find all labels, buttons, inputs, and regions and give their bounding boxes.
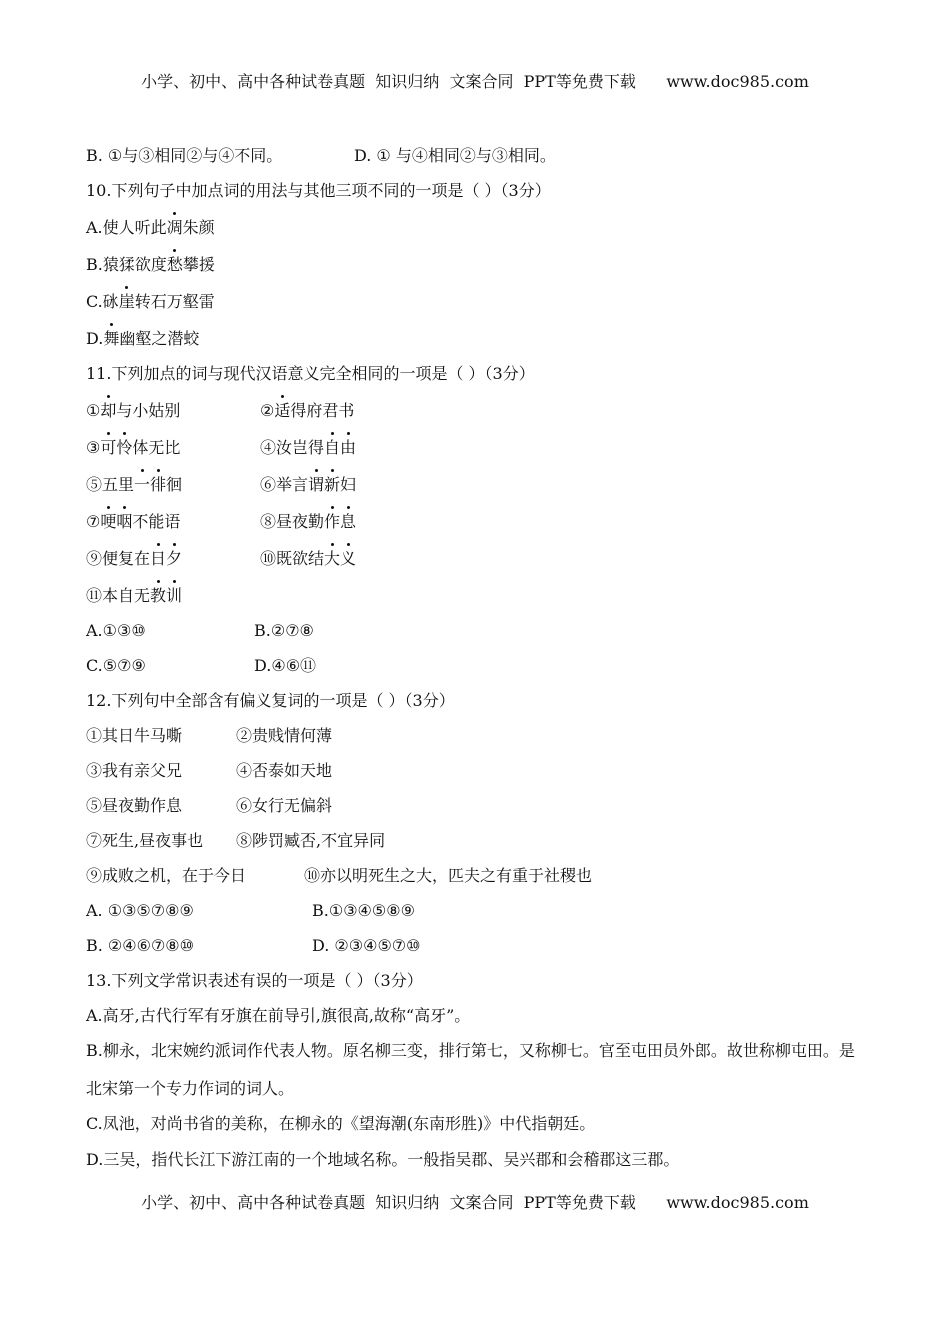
- q10-option-a: A.使人听此凋朱颜: [86, 218, 215, 237]
- q12-item-10: ⑩亦以明死生之大，匹夫之有重于社稷也: [304, 866, 593, 885]
- q12-option-row: [86, 936, 421, 956]
- q12-option-c: B. ②④⑥⑦⑧⑩: [86, 936, 194, 955]
- q11-item-row: [86, 475, 357, 495]
- emphasis-dot-char: 咽: [116, 512, 133, 531]
- q12-item-7: ⑦死生,昼夜事也: [86, 831, 204, 850]
- emphasis-dot-char: 大: [324, 549, 341, 568]
- q12-item-row: [86, 761, 333, 781]
- q12-item-row: [86, 831, 386, 851]
- emphasis-dot-char: 愁: [166, 255, 183, 274]
- q10-option-d: D.舞幽壑之潜蛟: [86, 329, 200, 348]
- emphasis-dot-char: 义: [340, 549, 357, 568]
- q10-option-c: C.砯崖转石万壑雷: [86, 292, 215, 311]
- q9-option-d: D. ① 与④相同②与③相同。: [354, 146, 556, 165]
- q12-item-9: ⑨成败之机，在于今日: [86, 866, 247, 885]
- q13-option-c: C.凤池，对尚书省的美称，在柳永的《望海潮(东南形胜)》中代指朝廷。: [86, 1114, 596, 1133]
- q12-option-a: A. ①③⑤⑦⑧⑨: [86, 901, 194, 920]
- q12-item-row: [86, 726, 333, 746]
- q11-item-10: ⑩既欲结大义: [260, 549, 357, 568]
- emphasis-dot-char: 舞: [103, 329, 120, 348]
- q12-stem: 12.下列句中全部含有偏义复词的一项是（ ）（3分）: [86, 691, 455, 710]
- q11-item-4: ④汝岂得自由: [260, 438, 357, 457]
- emphasis-dot-char: 可: [100, 438, 117, 457]
- emphasis-dot-char: 新: [324, 475, 341, 494]
- q12-item-6: ⑥女行无偏斜: [236, 796, 333, 815]
- q12-item-4: ④否泰如天地: [236, 761, 333, 780]
- q9-option-b: B. ①与③相同②与④不同。: [86, 146, 283, 165]
- emphasis-dot-char: 教: [150, 586, 167, 605]
- q13-option-a: A.高牙,古代行军有牙旗在前导引,旗很高,故称“高牙”。: [86, 1006, 471, 1025]
- q11-item-6: ⑥举言谓新妇: [260, 475, 357, 494]
- q11-stem: 11.下列加点的词与现代汉语意义完全相同的一项是（ ）（3分）: [86, 364, 535, 383]
- emphasis-dot-char: 日: [150, 549, 167, 568]
- emphasis-dot-char: 谓: [308, 475, 325, 494]
- q11-option-a: A.①③⑩: [86, 621, 146, 640]
- q12-item-1: ①其日牛马嘶: [86, 726, 183, 745]
- page-header: 小学、初中、高中各种试卷真题 知识归纳 文案合同 PPT等免费下载 www.doc985.com: [141, 72, 809, 91]
- q11-item-8: ⑧昼夜勤作息: [260, 512, 357, 531]
- q12-item-row: [86, 796, 333, 816]
- emphasis-dot-char: 凋: [166, 218, 183, 237]
- emphasis-dot-char: 哽: [100, 512, 117, 531]
- q11-item-5: ⑤五里一徘徊: [86, 475, 183, 494]
- emphasis-dot-char: 由: [340, 438, 357, 457]
- q11-item-row: [86, 512, 357, 532]
- q11-item-2: ②适得府君书: [260, 401, 355, 420]
- q11-item-7: ⑦哽咽不能语: [86, 512, 181, 531]
- q12-item-3: ③我有亲父兄: [86, 761, 183, 780]
- q11-item-11: ⑪本自无教训: [86, 586, 183, 605]
- q12-item-2: ②贵贱情何薄: [236, 726, 333, 745]
- emphasis-dot-char: 夕: [166, 549, 183, 568]
- q12-item-5: ⑤昼夜勤作息: [86, 796, 183, 815]
- q11-item-row: [86, 549, 357, 569]
- q13-stem: 13.下列文学常识表述有误的一项是（ ）（3分）: [86, 971, 423, 990]
- q10-option-b: B.猿猱欲度愁攀援: [86, 255, 215, 274]
- q11-option-b: B.②⑦⑧: [254, 621, 314, 640]
- q11-option-c: C.⑤⑦⑨: [86, 656, 146, 675]
- q9-option-row: [86, 146, 556, 166]
- page-footer: 小学、初中、高中各种试卷真题 知识归纳 文案合同 PPT等免费下载 www.doc985.com: [141, 1193, 809, 1212]
- emphasis-dot-char: 怜: [116, 438, 133, 457]
- q13-option-b: B.柳永，北宋婉约派词作代表人物。原名柳三变，排行第七，又称柳七。官至屯田员外郎。故世称柳屯田。是北宋第一个专力作词的词人。: [86, 1041, 855, 1098]
- emphasis-dot-char: 崖: [118, 292, 135, 311]
- emphasis-dot-char: 作: [324, 512, 341, 531]
- q11-item-3: ③可怜体无比: [86, 438, 181, 457]
- emphasis-dot-char: 训: [166, 586, 183, 605]
- q12-item-8: ⑧陟罚臧否,不宜异同: [236, 831, 386, 850]
- q12-option-b: B.①③④⑤⑧⑨: [312, 901, 415, 920]
- emphasis-dot-char: 自: [324, 438, 341, 457]
- q11-option-row: [86, 656, 317, 676]
- emphasis-dot-char: 一: [134, 475, 151, 494]
- q11-item-1: ①却与小姑别: [86, 401, 181, 420]
- q12-item-row: [86, 866, 593, 886]
- emphasis-dot-char: 息: [340, 512, 357, 531]
- q11-item-row: [86, 438, 357, 458]
- emphasis-dot-char: 适: [274, 401, 291, 420]
- q10-stem: 10.下列句子中加点词的用法与其他三项不同的一项是（ ）（3分）: [86, 181, 551, 200]
- q12-option-d: D. ②③④⑤⑦⑩: [312, 936, 421, 955]
- emphasis-dot-char: 徘: [150, 475, 167, 494]
- q11-option-d: D.④⑥⑪: [254, 656, 317, 675]
- emphasis-dot-char: 却: [100, 401, 117, 420]
- q11-item-row: [86, 401, 355, 421]
- q13-option-d: D.三吴，指代长江下游江南的一个地域名称。一般指吴郡、吴兴郡和会稽郡这三郡。: [86, 1150, 680, 1169]
- q12-option-row: [86, 901, 415, 921]
- q11-option-row: [86, 621, 314, 641]
- q11-item-9: ⑨便复在日夕: [86, 549, 183, 568]
